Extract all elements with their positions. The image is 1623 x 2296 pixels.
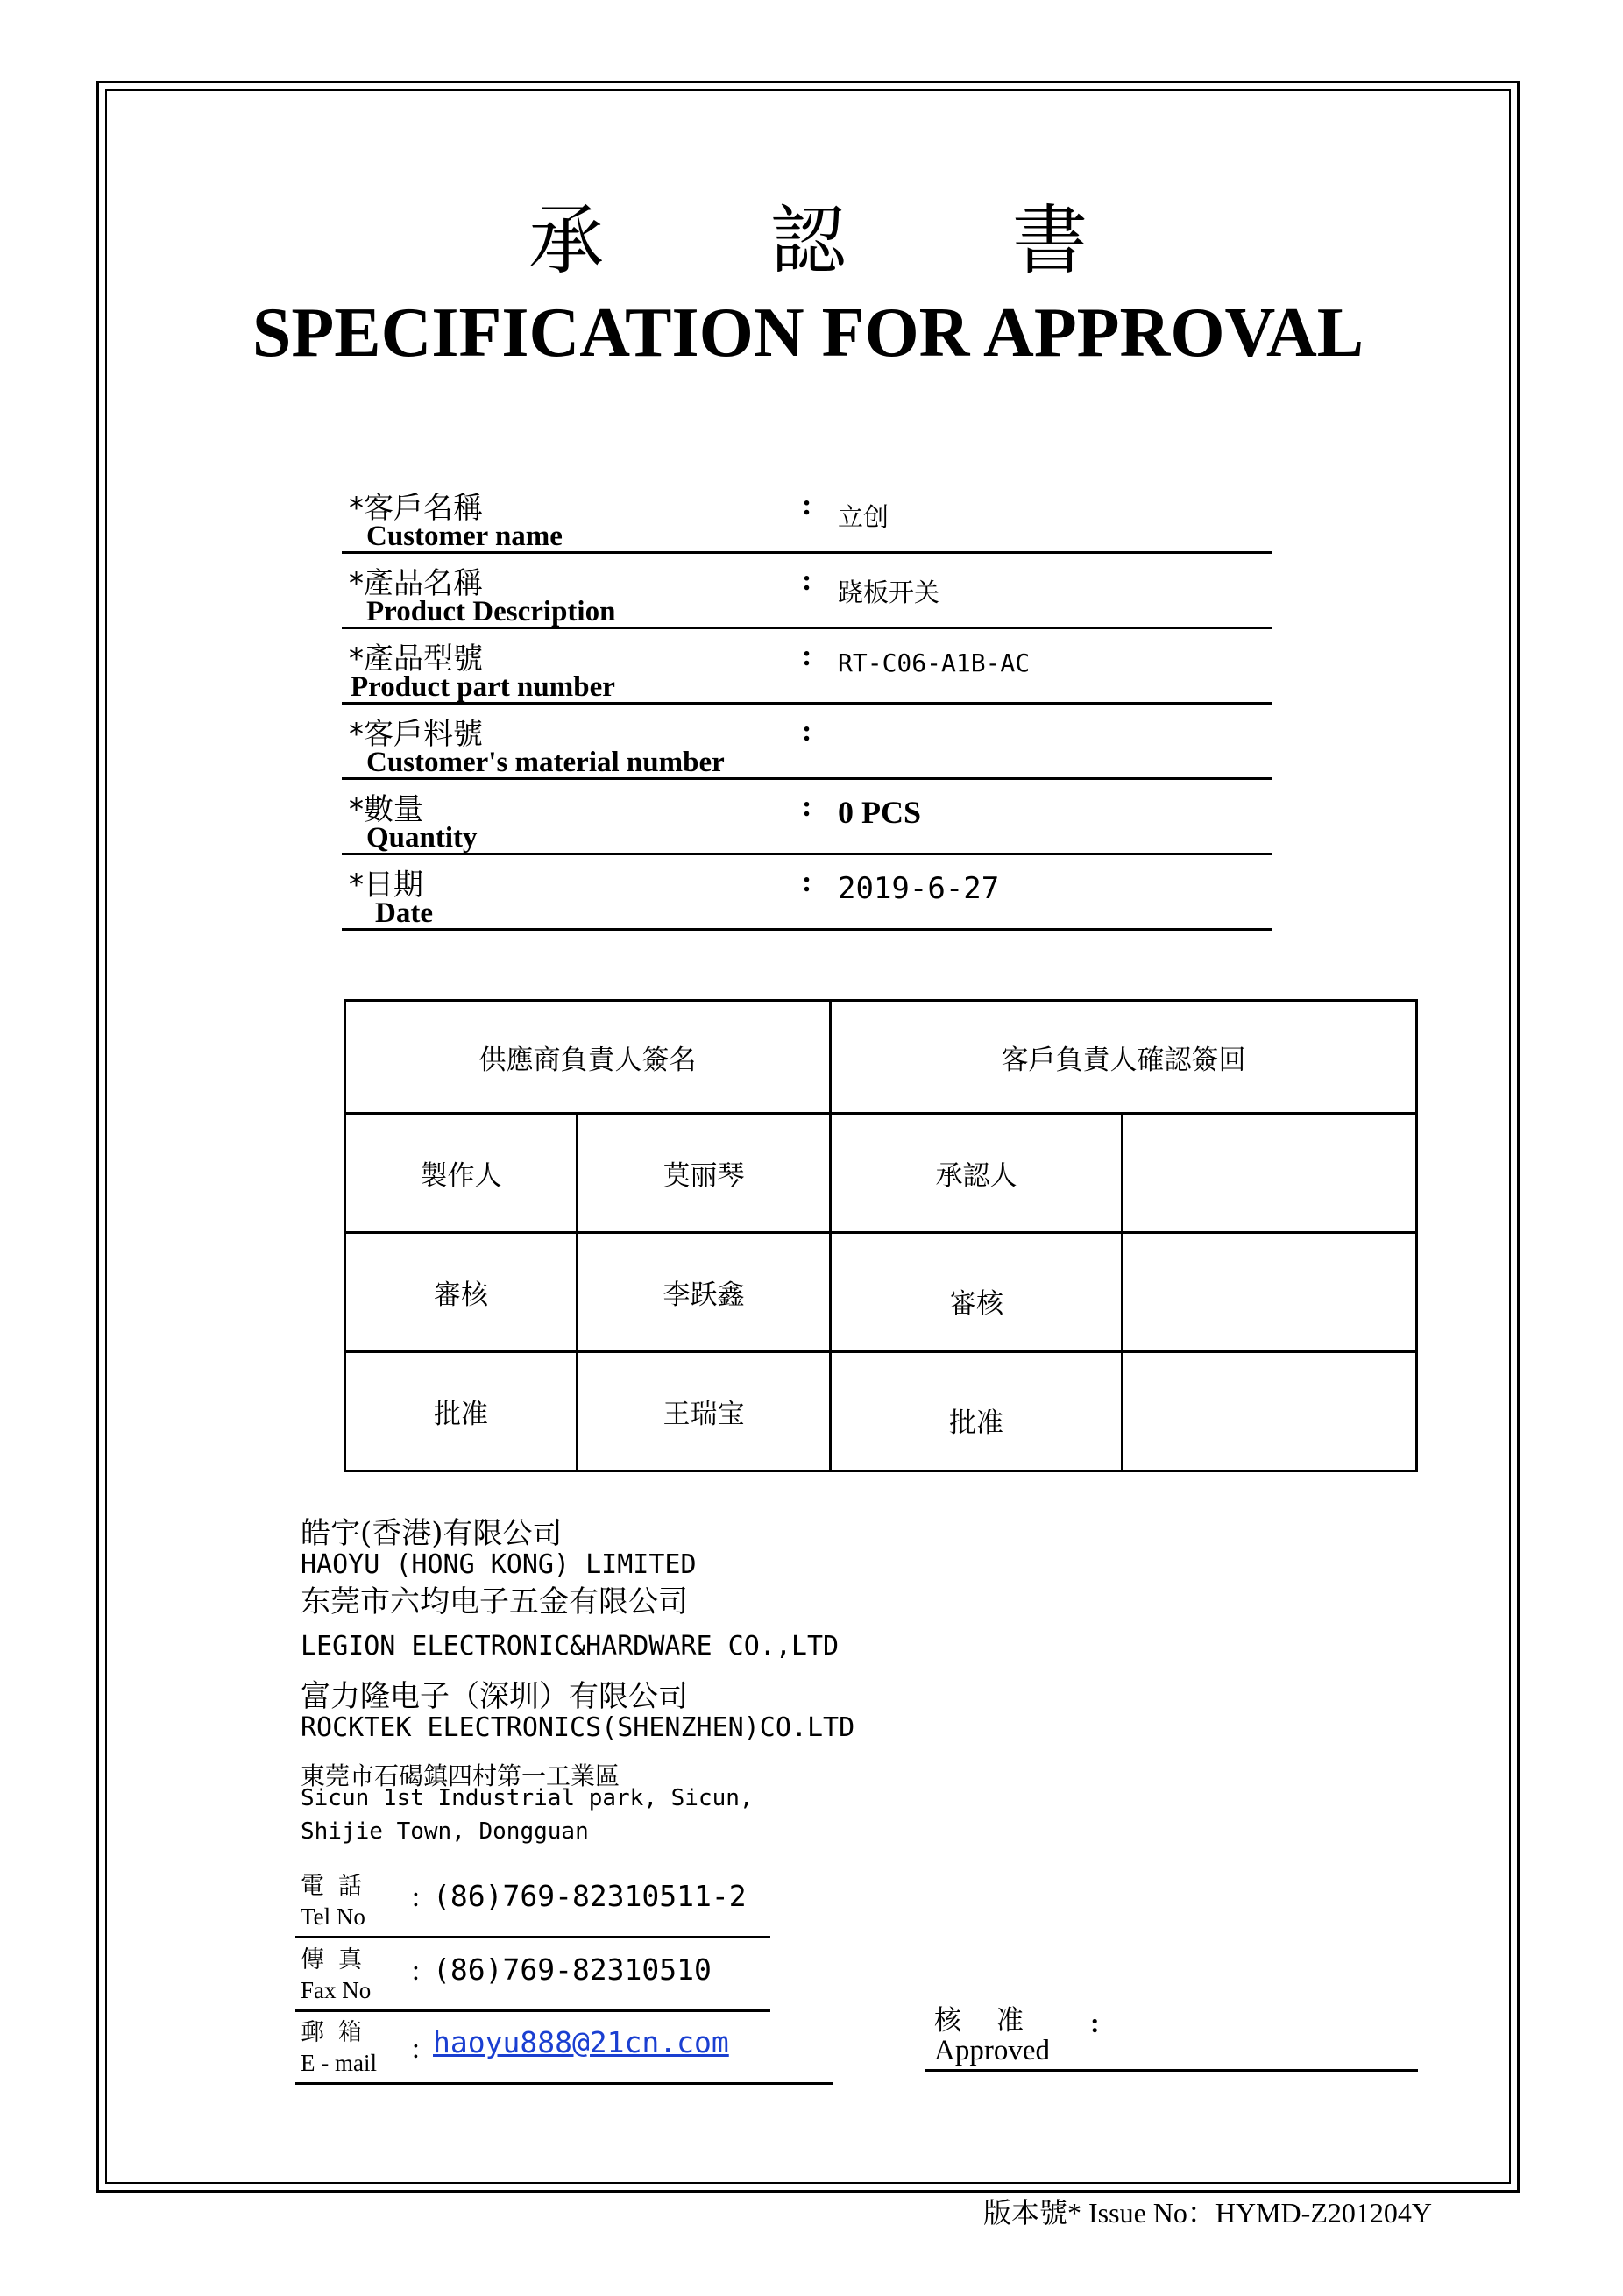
fax-label-cn: 傳真 bbox=[301, 1946, 376, 1974]
date-label-cn: *日期 bbox=[349, 868, 423, 903]
colon: : bbox=[802, 564, 812, 597]
address-en-line-1: Sicun 1st Industrial park, Sicun, bbox=[301, 1785, 754, 1811]
contact-email bbox=[295, 2013, 769, 2085]
customer-role-reviewer: 審核 bbox=[949, 1288, 1003, 1320]
colon: : bbox=[1090, 2007, 1100, 2038]
date-label-en: Date bbox=[375, 897, 433, 929]
company-name-3-cn: 富力隆电子（深圳）有限公司 bbox=[301, 1679, 688, 1714]
role-reviewer: 審核 bbox=[434, 1279, 488, 1311]
supplier-header: 供應商負責人簽名 bbox=[478, 1044, 697, 1076]
fax-label-en: Fax No bbox=[301, 1977, 372, 2003]
tel-label-en: Tel No bbox=[301, 1903, 365, 1930]
email-label-en: E - mail bbox=[301, 2050, 377, 2076]
email-label-cn: 郵箱 bbox=[301, 2019, 376, 2046]
role-maker: 製作人 bbox=[420, 1160, 502, 1192]
company-name-2-en: LEGION ELECTRONIC&HARDWARE CO.,LTD bbox=[301, 1631, 840, 1662]
product-desc-label-en: Product Description bbox=[366, 596, 616, 627]
info-row-date bbox=[342, 857, 1272, 931]
customer-role-approver: 承認人 bbox=[935, 1160, 1017, 1192]
address-en-line-2: Shijie Town, Dongguan bbox=[301, 1818, 589, 1845]
contact-tel bbox=[295, 1867, 769, 1938]
material-label-cn: *客戶料號 bbox=[349, 717, 483, 752]
colon: : bbox=[412, 1954, 420, 1986]
underline bbox=[295, 2082, 833, 2085]
colon: : bbox=[802, 489, 812, 521]
colon: : bbox=[802, 640, 812, 672]
title-char-3: 書 bbox=[1012, 197, 1088, 285]
customer-name-label-en: Customer name bbox=[366, 521, 563, 552]
quantity-label-en: Quantity bbox=[366, 822, 478, 854]
info-section bbox=[342, 480, 1272, 932]
customer-signature-field[interactable] bbox=[1123, 1353, 1415, 1470]
name-maker: 莫丽琴 bbox=[663, 1160, 745, 1192]
customer-name-label-cn: *客戶名稱 bbox=[349, 491, 483, 526]
date-value: 2019-6-27 bbox=[838, 871, 1000, 906]
company-name-3-en: ROCKTEK ELECTRONICS(SHENZHEN)CO.LTD bbox=[301, 1712, 855, 1743]
info-row-quantity bbox=[342, 782, 1272, 855]
quantity-value: 0 PCS bbox=[838, 795, 922, 830]
email-link[interactable]: haoyu888@21cn.com bbox=[433, 2025, 729, 2059]
contact-fax bbox=[295, 1940, 769, 2012]
approved-field bbox=[925, 1998, 1418, 2072]
part-number-label-cn: *產品型號 bbox=[349, 641, 483, 677]
underline bbox=[295, 2009, 770, 2012]
title-english: SPECIFICATION FOR APPROVAL bbox=[252, 294, 1364, 372]
colon: : bbox=[412, 2032, 420, 2064]
approved-label-cn: 核准 bbox=[934, 2005, 1059, 2037]
colon: : bbox=[802, 715, 812, 748]
tel-label-cn: 電話 bbox=[301, 1873, 376, 1900]
info-row-customer-name bbox=[342, 480, 1272, 554]
quantity-label-cn: *數量 bbox=[349, 792, 423, 827]
colon: : bbox=[412, 1881, 420, 1912]
tel-value: (86)769-82310511-2 bbox=[433, 1879, 747, 1913]
info-row-material-number bbox=[342, 706, 1272, 780]
underline bbox=[925, 2069, 1418, 2072]
title-char-1: 承 bbox=[528, 197, 604, 285]
customer-signature-field[interactable] bbox=[1123, 1115, 1415, 1231]
product-desc-label-cn: *產品名稱 bbox=[349, 566, 483, 601]
company-name-1-en: HAOYU (HONG KONG) LIMITED bbox=[301, 1549, 697, 1580]
customer-header: 客戶負責人確認簽回 bbox=[1001, 1044, 1246, 1076]
company-name-2-cn: 东莞市六均电子五金有限公司 bbox=[301, 1584, 688, 1619]
part-number-label-en: Product part number bbox=[351, 671, 615, 703]
title-char-2: 認 bbox=[770, 197, 846, 285]
customer-name-value: 立创 bbox=[838, 502, 889, 532]
fax-value: (86)769-82310510 bbox=[433, 1952, 712, 1987]
name-reviewer: 李跃鑫 bbox=[663, 1279, 745, 1311]
customer-role-approval: 批准 bbox=[949, 1407, 1003, 1439]
underline bbox=[295, 1936, 770, 1938]
part-number-value: RT-C06-A1B-AC bbox=[838, 648, 1031, 677]
colon: : bbox=[802, 790, 812, 823]
name-approver: 王瑞宝 bbox=[663, 1399, 745, 1430]
issue-number: 版本號* Issue No：HYMD-Z201204Y bbox=[983, 2197, 1432, 2229]
signature-table bbox=[344, 999, 1418, 1472]
customer-signature-field[interactable] bbox=[1123, 1234, 1415, 1350]
info-row-product-description bbox=[342, 556, 1272, 629]
title-chinese bbox=[105, 180, 1511, 288]
colon: : bbox=[802, 866, 812, 898]
company-name-1-cn: 皓宇(香港)有限公司 bbox=[301, 1516, 563, 1551]
role-approver: 批准 bbox=[434, 1399, 488, 1430]
material-label-en: Customer's material number bbox=[366, 747, 725, 778]
info-row-part-number bbox=[342, 631, 1272, 705]
approved-label-en: Approved bbox=[934, 2035, 1050, 2066]
product-desc-value: 跷板开关 bbox=[838, 578, 940, 607]
address-cn: 東莞市石碣鎮四村第一工業區 bbox=[301, 1761, 620, 1790]
